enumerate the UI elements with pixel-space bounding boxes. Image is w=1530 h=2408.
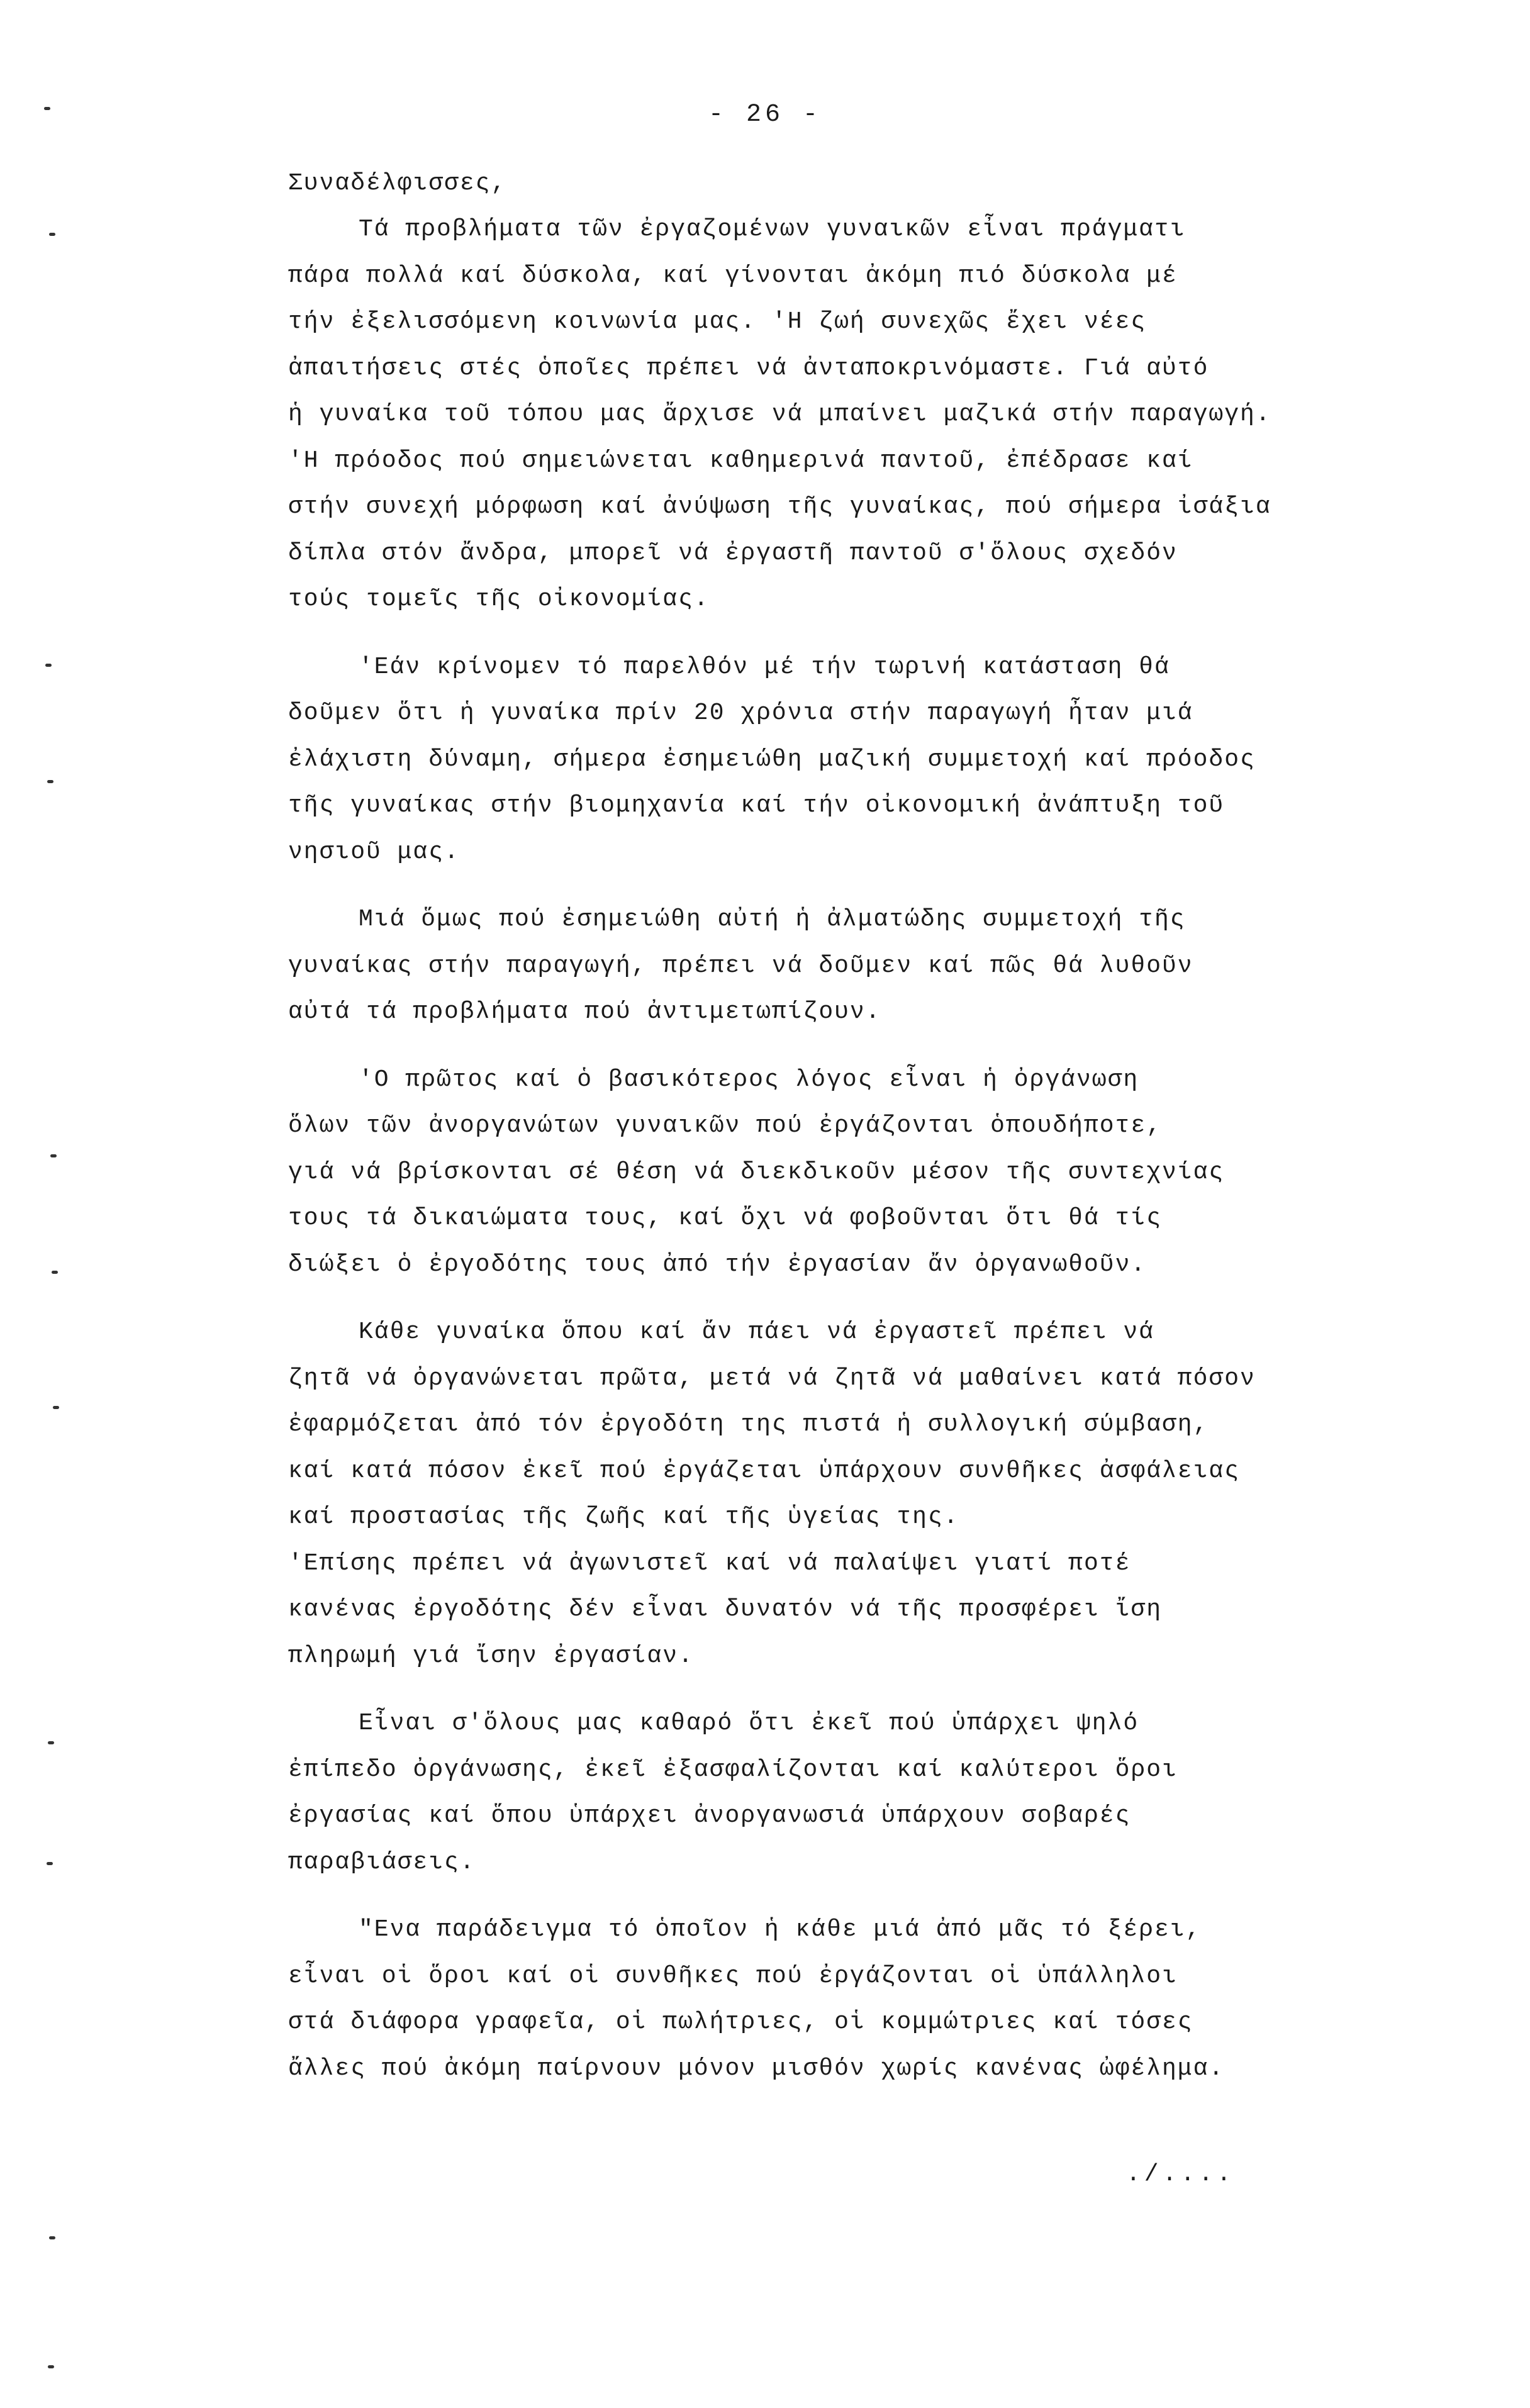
text-line: 'Ο πρῶτος καί ὁ βασικότερος λόγος εἶναι ἡ ὀργάνωση <box>359 1066 1139 1093</box>
text-line: κανένας ἐργοδότης δέν εἶναι δυνατόν νά τῆς προσφέρει ἴση <box>288 1596 1163 1623</box>
paragraph <box>288 1057 1483 1288</box>
margin-speck <box>53 1406 59 1409</box>
text-line: αὐτά τά προβλήματα πού ἀντιμετωπίζουν. <box>288 998 881 1025</box>
margin-speck <box>45 664 52 667</box>
text-line: γιά νά βρίσκονται σέ θέση νά διεκδικοῦν μέσον τῆς συντεχνίας <box>288 1158 1225 1186</box>
margin-speck <box>48 1741 54 1744</box>
text-line: 'Επίσης πρέπει νά ἀγωνιστεῖ καί νά παλαίψει γιατί ποτέ <box>288 1549 1131 1577</box>
text-line: δοῦμεν ὅτι ἡ γυναίκα πρίν 20 χρόνια στήν παραγωγή ἦταν μιά <box>288 700 1193 727</box>
margin-speck <box>52 1271 58 1274</box>
margin-speck <box>49 2236 55 2239</box>
text-line: "Ενα παράδειγμα τό ὁποῖον ἡ κάθε μιά ἀπό μᾶς τό ξέρει, <box>359 1916 1202 1943</box>
text-line: ἀπαιτήσεις στές ὁποῖες πρέπει νά ἀνταποκρινόμαστε. Γιά αὐτό <box>288 354 1209 382</box>
body-text <box>288 160 1483 2092</box>
margin-speck <box>47 1862 53 1865</box>
paragraph <box>288 206 1483 623</box>
text-line: ἐργασίας καί ὅπου ὑπάρχει ἀνοργανωσιά ὑπάρχουν σοβαρές <box>288 1802 1131 1829</box>
paragraphs <box>288 206 1483 2092</box>
paragraph-gap <box>288 1885 1483 1907</box>
paragraph <box>288 1907 1483 2092</box>
text-line: Μιά ὅμως πού ἐσημειώθη αὐτή ἡ ἀλματώδης συμμετοχή τῆς <box>359 906 1186 933</box>
margin-speck <box>47 780 53 783</box>
text-line: πάρα πολλά καί δύσκολα, καί γίνονται ἀκόμη πιό δύσκολα μέ <box>288 262 1178 289</box>
text-line: ἄλλες πού ἀκόμη παίρνουν μόνον μισθόν χωρίς κανένας ὠφέλημα. <box>288 2054 1225 2082</box>
text-line: ὅλων τῶν ἀνοργανώτων γυναικῶν πού ἐργάζονται ὁπουδήποτε, <box>288 1112 1163 1139</box>
salutation: Συναδέλφισσες, <box>288 170 507 197</box>
paragraph <box>288 1700 1483 1885</box>
text-line: ζητᾶ νά ὀργανώνεται πρῶτα, μετά νά ζητᾶ νά μαθαίνει κατά πόσον <box>288 1364 1256 1392</box>
continuation-mark: ./.... <box>1126 2161 1235 2188</box>
text-line: στήν συνεχή μόρφωση καί ἀνύψωση τῆς γυναίκας, πού σήμερα ἰσάξια <box>288 493 1271 520</box>
text-line: Κάθε γυναίκα ὅπου καί ἄν πάει νά ἐργαστεῖ πρέπει νά <box>359 1318 1154 1346</box>
paragraph <box>288 644 1483 876</box>
text-line: καί κατά πόσον ἐκεῖ πού ἐργάζεται ὑπάρχουν συνθῆκες ἀσφάλειας <box>288 1457 1241 1485</box>
text-line: πληρωμή γιά ἴσην ἐργασίαν. <box>288 1642 694 1669</box>
text-line: Εἶναι σ'ὅλους μας καθαρό ὅτι ἐκεῖ πού ὑπάρχει ψηλό <box>359 1710 1139 1737</box>
paragraph-gap <box>288 1035 1483 1057</box>
text-line: τῆς γυναίκας στήν βιομηχανία καί τήν οἰκονομική ἀνάπτυξη τοῦ <box>288 792 1225 819</box>
text-line: δίπλα στόν ἄνδρα, μπορεῖ νά ἐργαστῆ παντοῦ σ'ὅλους σχεδόν <box>288 539 1178 567</box>
text-line: γυναίκας στήν παραγωγή, πρέπει νά δοῦμεν καί πῶς θά λυθοῦν <box>288 952 1193 979</box>
text-line: διώξει ὁ ἐργοδότης τους ἀπό τήν ἐργασίαν ἄν ὀργανωθοῦν. <box>288 1251 1147 1278</box>
text-line: 'Η πρόοδος πού σημειώνεται καθημερινά παντοῦ, ἐπέδρασε καί <box>288 447 1193 474</box>
margin-speck <box>49 233 55 236</box>
margin-speck <box>44 107 50 110</box>
text-line: παραβιάσεις. <box>288 1848 476 1876</box>
text-line: τήν ἐξελισσόμενη κοινωνία μας. 'Η ζωή συνεχῶς ἔχει νέες <box>288 308 1147 335</box>
paragraph-gap <box>288 1679 1483 1700</box>
paragraph <box>288 1309 1483 1679</box>
text-line: ἐπίπεδο ὀργάνωσης, ἐκεῖ ἐξασφαλίζονται καί καλύτεροι ὅροι <box>288 1756 1178 1783</box>
text-line: Τά προβλήματα τῶν ἐργαζομένων γυναικῶν εἶναι πράγματι <box>359 216 1186 243</box>
paragraph <box>288 896 1483 1035</box>
text-line: νησιοῦ μας. <box>288 838 460 866</box>
paragraph-gap <box>288 623 1483 644</box>
paragraph-gap <box>288 1288 1483 1309</box>
text-line: ἐφαρμόζεται ἀπό τόν ἐργοδότη της πιστά ἡ συλλογική σύμβαση, <box>288 1411 1209 1438</box>
text-line: ἡ γυναίκα τοῦ τόπου μας ἄρχισε νά μπαίνει μαζικά στήν παραγωγή. <box>288 401 1271 428</box>
page-number: - 26 - <box>708 101 822 129</box>
paragraph-gap <box>288 875 1483 896</box>
text-line: ἐλάχιστη δύναμη, σήμερα ἐσημειώθη μαζική συμμετοχή καί πρόοδος <box>288 745 1256 773</box>
text-line: καί προστασίας τῆς ζωῆς καί τῆς ὑγείας της. <box>288 1503 959 1530</box>
text-line: τους τά δικαιώματα τους, καί ὄχι νά φοβοῦνται ὅτι θά τίς <box>288 1205 1163 1232</box>
margin-speck <box>48 2365 54 2368</box>
text-line: τούς τομεῖς τῆς οἰκονομίας. <box>288 586 710 613</box>
text-line: εἶναι οἱ ὅροι καί οἱ συνθῆκες πού ἐργάζονται οἱ ὑπάλληλοι <box>288 1962 1178 1990</box>
text-line: στά διάφορα γραφεῖα, οἱ πωλήτριες, οἱ κομμώτριες καί τόσες <box>288 2009 1193 2036</box>
margin-speck <box>50 1154 57 1157</box>
text-line: 'Εάν κρίνομεν τό παρελθόν μέ τήν τωρινή κατάσταση θά <box>359 653 1170 681</box>
